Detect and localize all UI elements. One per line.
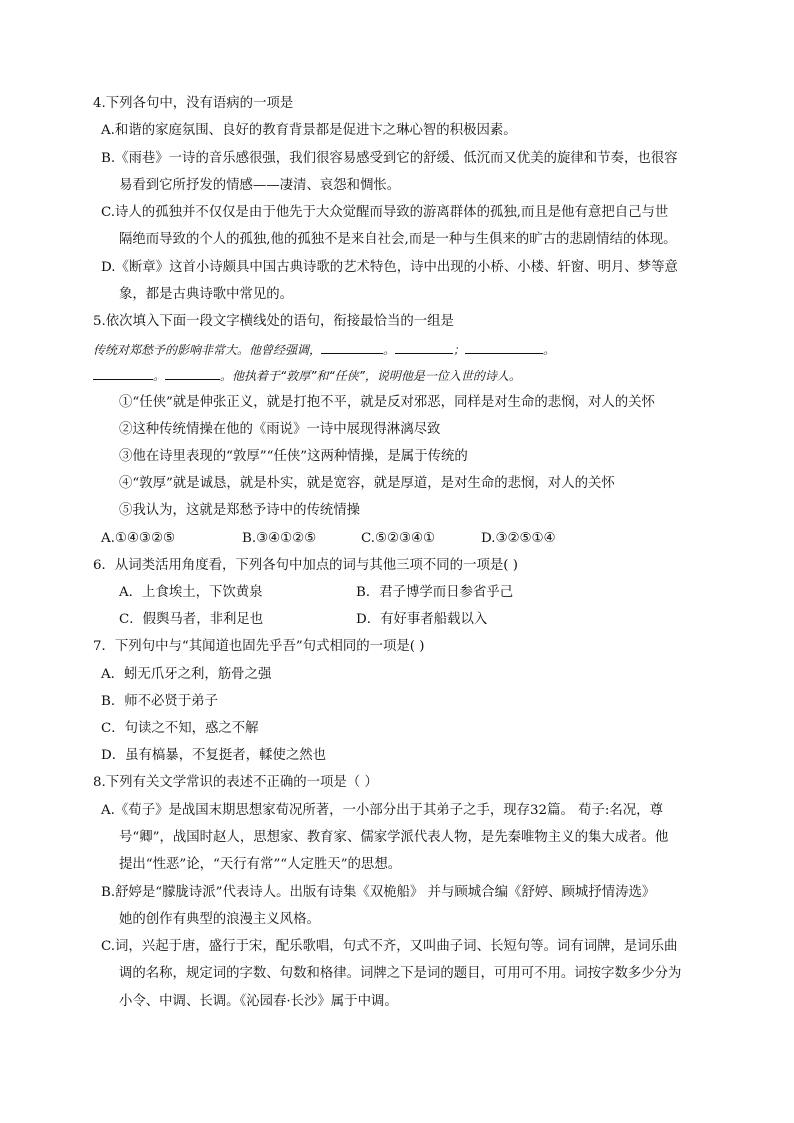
q4-option-d-line2: 象，都是古典诗歌中常见的。	[119, 287, 294, 302]
q6-option-c: C．假舆马者，非利足也	[119, 612, 264, 627]
q4-stem: 4.下列各句中，没有语病的一项是	[93, 96, 294, 111]
q8-stem: 8.下列有关文学常识的表述不正确的一项是（ ）	[93, 775, 378, 790]
q5-punct-3: 。	[543, 343, 556, 357]
q8-option-a-line2: 号“卿”，战国时赵人，思想家、教育家、儒家学派代表人物，是先秦唯物主义的集大成者。他	[119, 830, 669, 845]
q7-stem: 7．下列句中与“其闻道也固先乎吾”句式相同的一项是( )	[93, 639, 425, 654]
q6-option-b: B．君子博学而日参省乎己	[356, 585, 514, 600]
q5-choice-d: D.③②⑤①④	[481, 531, 556, 546]
q5-choice-a: A.①④③②⑤	[101, 531, 175, 546]
q5-sentence-1: ①“任侠”就是伸张正义，就是打抱不平，就是反对邪恶，同样是对生命的悲悯，对人的关怀	[119, 395, 655, 410]
q5-sentence-3: ③他在诗里表现的“敦厚”“任侠”这两种情操，是属于传统的	[119, 449, 468, 464]
q4-option-d-line1: D.《断章》这首小诗颇具中国古典诗歌的艺术特色，诗中出现的小桥、小楼、轩窗、明月、梦等意	[101, 260, 678, 275]
q5-stem: 5.依次填入下面一段文字横线处的语句，衔接最恰当的一组是	[93, 314, 454, 329]
q8-option-c-line2: 调的名称，规定词的字数、句数和格律。词牌之下是词的题目，可用可不用。词按字数多少分为	[119, 966, 682, 981]
blank-3	[465, 341, 543, 354]
q8-option-a-line3: 提出“性恶”论，“天行有常”“人定胜天”的思想。	[119, 857, 402, 872]
q4-option-a: A.和谐的家庭氛围、良好的教育背景都是促进卞之琳心智的积极因素。	[101, 123, 517, 138]
q6-option-a: A．上食埃土，下饮黄泉	[119, 585, 263, 600]
blank-4	[93, 367, 153, 380]
q5-choices	[0, 530, 794, 548]
q4-option-c-line1: C.诗人的孤独并不仅仅是由于他先于大众觉醒而导致的游离群体的孤独,而且是他有意把自己与世	[101, 205, 669, 220]
q5-choice-c: C.⑤②③④①	[361, 531, 436, 546]
q5-sentence-4: ④“敦厚”就是诚恳，就是朴实，就是宽容，就是厚道，是对生命的悲悯，对人的关怀	[119, 476, 615, 491]
q5-sentence-2: ②这种传统情操在他的《雨说》一诗中展现得淋漓尽致	[119, 422, 441, 437]
q4-option-b-line2: 易看到它所抒发的情感——凄清、哀怨和惆怅。	[119, 178, 401, 193]
q5-passage-intro: 传统对郑愁予的影响非常大。他曾经强调，	[93, 343, 322, 357]
q7-option-d: D．虽有槁暴，不复挺者，輮使之然也	[101, 748, 326, 763]
q6-option-d: D．有好事者船载以入	[356, 612, 488, 627]
q5-choice-b: B.③④①②⑤	[242, 531, 317, 546]
q8-option-c-line3: 小令、中调、长调。《沁园春·长沙》属于中调。	[119, 994, 398, 1009]
q8-option-c-line1: C.词，兴起于唐，盛行于宋，配乐歌唱，句式不齐，又叫曲子词、长短句等。词有词牌，是词乐曲	[101, 939, 678, 954]
q5-sentence-5: ⑤我认为，这就是郑愁予诗中的传统情操	[119, 503, 361, 518]
q6-stem: 6．从词类活用角度看，下列各句中加点的词与其他三项不同的一项是( )	[93, 558, 518, 573]
q5-passage-outro: 。他执着于“敦厚”和“任侠”，说明他是一位入世的诗人。	[220, 369, 521, 383]
q4-option-c-line2: 隔绝而导致的个人的孤独,他的孤独不是来自社会,而是一种与生俱来的旷古的悲剧情结的体现。	[119, 232, 677, 247]
blank-2	[395, 341, 453, 354]
q5-punct-2: ；	[453, 343, 466, 357]
q5-punct-1: 。	[383, 343, 396, 357]
q8-option-b-line2: 她的创作有典型的浪漫主义风格。	[119, 912, 320, 927]
q8-option-a-line1: A.《荀子》是战国末期思想家荀况所著，一小部分出于其弟子之手，现存32篇。 荀子:名况，尊	[101, 803, 663, 818]
q4-option-b-line1: B.《雨巷》一诗的音乐感很强，我们很容易感受到它的舒缓、低沉而又优美的旋律和节奏，也很容	[101, 151, 678, 166]
blank-1	[321, 341, 383, 354]
blank-5	[165, 367, 220, 380]
q7-option-c: C．句读之不知，惑之不解	[101, 721, 259, 736]
q7-option-a: A．蚓无爪牙之利，筋骨之强	[101, 667, 272, 682]
q8-option-b-line1: B.舒婷是“朦胧诗派”代表诗人。出版有诗集《双桅船》 并与顾城合编《舒婷、顾城抒情涛选》	[101, 885, 656, 900]
q7-option-b: B．师不必贤于弟子	[101, 694, 218, 709]
q5-passage-line1	[93, 341, 555, 359]
q5-punct-4: 。	[153, 369, 166, 383]
q5-passage-line2	[93, 367, 521, 385]
